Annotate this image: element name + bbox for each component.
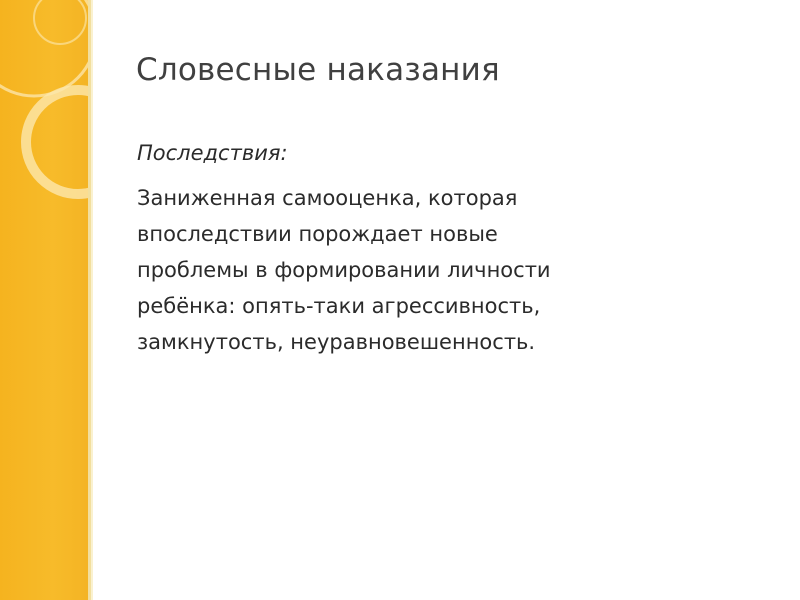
decor-ring-small [34,0,86,44]
decorative-rings [0,0,93,220]
decor-ring-large [0,0,93,96]
consequences-text: Заниженная самооценка, которая впоследствии порождает новые проблемы в формировании личности ребёнка: опять-таки агрессивность, замкнутость, неуравновешенность. [137,186,551,354]
decor-ring-medium [26,90,93,194]
slide-title: Словесные наказания [136,52,500,88]
slide-body [137,138,757,360]
consequences-heading: Последствия: [137,141,288,165]
accent-divider-highlight [91,0,93,600]
